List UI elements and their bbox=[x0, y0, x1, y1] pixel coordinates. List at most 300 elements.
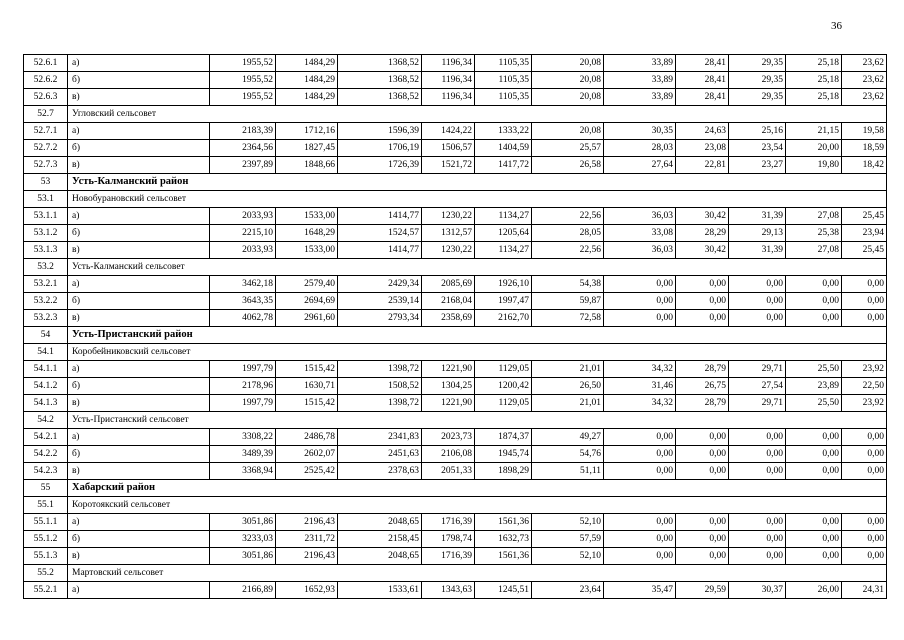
value-cell: 1200,42 bbox=[475, 378, 532, 395]
value-cell: 0,00 bbox=[676, 276, 729, 293]
value-cell: 23,92 bbox=[842, 395, 887, 412]
value-cell: 0,00 bbox=[729, 531, 786, 548]
table-row bbox=[24, 395, 887, 412]
value-cell: 1205,64 bbox=[475, 225, 532, 242]
value-cell: 2106,08 bbox=[422, 446, 475, 463]
council-title: Усть-Калманский сельсовет bbox=[68, 259, 887, 276]
table-row bbox=[24, 361, 887, 378]
council-title: Мартовский сельсовет bbox=[68, 565, 887, 582]
value-cell: 49,27 bbox=[532, 429, 604, 446]
value-cell: 1515,42 bbox=[276, 361, 338, 378]
value-cell: 2694,69 bbox=[276, 293, 338, 310]
value-cell: 0,00 bbox=[604, 446, 676, 463]
value-cell: 57,59 bbox=[532, 531, 604, 548]
value-cell: 1945,74 bbox=[475, 446, 532, 463]
value-cell: 0,00 bbox=[842, 463, 887, 480]
value-cell: 0,00 bbox=[604, 276, 676, 293]
council-header-row bbox=[24, 565, 887, 582]
table-row bbox=[24, 225, 887, 242]
value-cell: 0,00 bbox=[786, 514, 842, 531]
council-title: Коротоякский сельсовет bbox=[68, 497, 887, 514]
row-code: 52.6.1 bbox=[24, 55, 68, 72]
row-code: 52.6.2 bbox=[24, 72, 68, 89]
row-code: 54.1.1 bbox=[24, 361, 68, 378]
row-code: 53.1.3 bbox=[24, 242, 68, 259]
value-cell: 24,63 bbox=[676, 123, 729, 140]
value-cell: 0,00 bbox=[729, 276, 786, 293]
council-title: Усть-Пристанский сельсовет bbox=[68, 412, 887, 429]
value-cell: 25,45 bbox=[842, 242, 887, 259]
row-code: 53.1.2 bbox=[24, 225, 68, 242]
value-cell: 1105,35 bbox=[475, 72, 532, 89]
value-cell: 25,16 bbox=[729, 123, 786, 140]
value-cell: 34,32 bbox=[604, 395, 676, 412]
value-cell: 0,00 bbox=[676, 531, 729, 548]
value-cell: 0,00 bbox=[842, 429, 887, 446]
row-code: 53.2.2 bbox=[24, 293, 68, 310]
row-letter: в) bbox=[68, 242, 210, 259]
value-cell: 2048,65 bbox=[338, 548, 422, 565]
row-code: 53.2 bbox=[24, 259, 68, 276]
row-letter: а) bbox=[68, 429, 210, 446]
value-cell: 26,75 bbox=[676, 378, 729, 395]
value-cell: 1105,35 bbox=[475, 55, 532, 72]
value-cell: 19,80 bbox=[786, 157, 842, 174]
value-cell: 24,31 bbox=[842, 582, 887, 599]
value-cell: 0,00 bbox=[842, 514, 887, 531]
value-cell: 29,71 bbox=[729, 361, 786, 378]
value-cell: 4062,78 bbox=[210, 310, 276, 327]
value-cell: 0,00 bbox=[786, 531, 842, 548]
value-cell: 3489,39 bbox=[210, 446, 276, 463]
value-cell: 28,41 bbox=[676, 55, 729, 72]
value-cell: 0,00 bbox=[604, 293, 676, 310]
value-cell: 1955,52 bbox=[210, 72, 276, 89]
value-cell: 3051,86 bbox=[210, 514, 276, 531]
value-cell: 30,42 bbox=[676, 208, 729, 225]
value-cell: 23,54 bbox=[729, 140, 786, 157]
value-cell: 0,00 bbox=[729, 548, 786, 565]
row-letter: в) bbox=[68, 89, 210, 106]
value-cell: 19,58 bbox=[842, 123, 887, 140]
council-header-row bbox=[24, 412, 887, 429]
value-cell: 2178,96 bbox=[210, 378, 276, 395]
value-cell: 1798,74 bbox=[422, 531, 475, 548]
value-cell: 33,89 bbox=[604, 72, 676, 89]
table-row bbox=[24, 310, 887, 327]
value-cell: 18,42 bbox=[842, 157, 887, 174]
value-cell: 25,38 bbox=[786, 225, 842, 242]
value-cell: 1398,72 bbox=[338, 361, 422, 378]
council-header-row bbox=[24, 191, 887, 208]
value-cell: 30,35 bbox=[604, 123, 676, 140]
value-cell: 0,00 bbox=[786, 429, 842, 446]
value-cell: 1417,72 bbox=[475, 157, 532, 174]
value-cell: 2048,65 bbox=[338, 514, 422, 531]
value-cell: 2023,73 bbox=[422, 429, 475, 446]
value-cell: 18,59 bbox=[842, 140, 887, 157]
value-cell: 2168,04 bbox=[422, 293, 475, 310]
value-cell: 1926,10 bbox=[475, 276, 532, 293]
value-cell: 0,00 bbox=[842, 276, 887, 293]
value-cell: 72,58 bbox=[532, 310, 604, 327]
council-title: Угловский сельсовет bbox=[68, 106, 887, 123]
value-cell: 0,00 bbox=[786, 276, 842, 293]
value-cell: 22,81 bbox=[676, 157, 729, 174]
value-cell: 20,08 bbox=[532, 89, 604, 106]
value-cell: 1596,39 bbox=[338, 123, 422, 140]
value-cell: 26,00 bbox=[786, 582, 842, 599]
council-title: Новобурановский сельсовет bbox=[68, 191, 887, 208]
value-cell: 20,00 bbox=[786, 140, 842, 157]
value-cell: 2196,43 bbox=[276, 514, 338, 531]
table-row bbox=[24, 55, 887, 72]
value-cell: 2033,93 bbox=[210, 208, 276, 225]
value-cell: 3368,94 bbox=[210, 463, 276, 480]
value-cell: 2397,89 bbox=[210, 157, 276, 174]
value-cell: 1508,52 bbox=[338, 378, 422, 395]
value-cell: 1368,52 bbox=[338, 55, 422, 72]
table-row bbox=[24, 208, 887, 225]
value-cell: 29,35 bbox=[729, 72, 786, 89]
row-letter: в) bbox=[68, 310, 210, 327]
value-cell: 1134,27 bbox=[475, 242, 532, 259]
value-cell: 1955,52 bbox=[210, 55, 276, 72]
value-cell: 59,87 bbox=[532, 293, 604, 310]
table-row bbox=[24, 140, 887, 157]
row-code: 52.7.3 bbox=[24, 157, 68, 174]
value-cell: 0,00 bbox=[676, 293, 729, 310]
value-cell: 1533,61 bbox=[338, 582, 422, 599]
row-letter: б) bbox=[68, 140, 210, 157]
value-cell: 3051,86 bbox=[210, 548, 276, 565]
row-letter: в) bbox=[68, 548, 210, 565]
row-letter: в) bbox=[68, 157, 210, 174]
value-cell: 1196,34 bbox=[422, 89, 475, 106]
value-cell: 3643,35 bbox=[210, 293, 276, 310]
table-row bbox=[24, 378, 887, 395]
value-cell: 0,00 bbox=[676, 548, 729, 565]
value-cell: 2311,72 bbox=[276, 531, 338, 548]
row-letter: в) bbox=[68, 395, 210, 412]
row-code: 53.1 bbox=[24, 191, 68, 208]
value-cell: 0,00 bbox=[729, 514, 786, 531]
value-cell: 0,00 bbox=[842, 310, 887, 327]
value-cell: 1561,36 bbox=[475, 514, 532, 531]
row-letter: а) bbox=[68, 123, 210, 140]
value-cell: 1368,52 bbox=[338, 89, 422, 106]
value-cell: 0,00 bbox=[676, 429, 729, 446]
row-code: 52.7.2 bbox=[24, 140, 68, 157]
value-cell: 2451,63 bbox=[338, 446, 422, 463]
value-cell: 0,00 bbox=[676, 514, 729, 531]
value-cell: 1827,45 bbox=[276, 140, 338, 157]
value-cell: 0,00 bbox=[842, 446, 887, 463]
value-cell: 0,00 bbox=[786, 293, 842, 310]
value-cell: 1874,37 bbox=[475, 429, 532, 446]
value-cell: 1424,22 bbox=[422, 123, 475, 140]
row-code: 55.2.1 bbox=[24, 582, 68, 599]
value-cell: 25,57 bbox=[532, 140, 604, 157]
row-code: 54 bbox=[24, 327, 68, 344]
row-letter: а) bbox=[68, 361, 210, 378]
council-header-row bbox=[24, 497, 887, 514]
value-cell: 25,18 bbox=[786, 55, 842, 72]
value-cell: 1230,22 bbox=[422, 208, 475, 225]
value-cell: 1630,71 bbox=[276, 378, 338, 395]
row-letter: б) bbox=[68, 378, 210, 395]
row-letter: а) bbox=[68, 276, 210, 293]
row-code: 55.2 bbox=[24, 565, 68, 582]
row-code: 53 bbox=[24, 174, 68, 191]
row-letter: б) bbox=[68, 446, 210, 463]
value-cell: 28,41 bbox=[676, 89, 729, 106]
district-title: Хабарский район bbox=[68, 480, 887, 497]
value-cell: 0,00 bbox=[786, 446, 842, 463]
value-cell: 23,92 bbox=[842, 361, 887, 378]
value-cell: 1196,34 bbox=[422, 72, 475, 89]
value-cell: 1221,90 bbox=[422, 395, 475, 412]
value-cell: 3233,03 bbox=[210, 531, 276, 548]
district-title: Усть-Калманский район bbox=[68, 174, 887, 191]
value-cell: 1105,35 bbox=[475, 89, 532, 106]
value-cell: 0,00 bbox=[604, 514, 676, 531]
row-code: 53.2.1 bbox=[24, 276, 68, 293]
value-cell: 22,56 bbox=[532, 242, 604, 259]
value-cell: 28,03 bbox=[604, 140, 676, 157]
value-cell: 0,00 bbox=[729, 446, 786, 463]
district-header-row bbox=[24, 327, 887, 344]
value-cell: 1414,77 bbox=[338, 208, 422, 225]
value-cell: 30,37 bbox=[729, 582, 786, 599]
value-cell: 36,03 bbox=[604, 242, 676, 259]
row-letter: а) bbox=[68, 208, 210, 225]
value-cell: 54,38 bbox=[532, 276, 604, 293]
value-cell: 34,32 bbox=[604, 361, 676, 378]
value-cell: 52,10 bbox=[532, 548, 604, 565]
value-cell: 0,00 bbox=[604, 310, 676, 327]
value-cell: 2525,42 bbox=[276, 463, 338, 480]
page-number: 36 bbox=[831, 20, 842, 32]
value-cell: 2579,40 bbox=[276, 276, 338, 293]
table-row bbox=[24, 72, 887, 89]
value-cell: 1955,52 bbox=[210, 89, 276, 106]
value-cell: 2341,83 bbox=[338, 429, 422, 446]
value-cell: 25,45 bbox=[842, 208, 887, 225]
value-cell: 3462,18 bbox=[210, 276, 276, 293]
value-cell: 1712,16 bbox=[276, 123, 338, 140]
row-letter: а) bbox=[68, 514, 210, 531]
district-header-row bbox=[24, 480, 887, 497]
council-title: Коробейниковский сельсовет bbox=[68, 344, 887, 361]
value-cell: 30,42 bbox=[676, 242, 729, 259]
value-cell: 1632,73 bbox=[475, 531, 532, 548]
value-cell: 1312,57 bbox=[422, 225, 475, 242]
row-letter: б) bbox=[68, 225, 210, 242]
value-cell: 23,62 bbox=[842, 55, 887, 72]
value-cell: 20,08 bbox=[532, 55, 604, 72]
row-code: 54.2.1 bbox=[24, 429, 68, 446]
value-cell: 2364,56 bbox=[210, 140, 276, 157]
row-code: 55.1.1 bbox=[24, 514, 68, 531]
table-row bbox=[24, 446, 887, 463]
value-cell: 0,00 bbox=[729, 310, 786, 327]
table-row bbox=[24, 276, 887, 293]
value-cell: 2602,07 bbox=[276, 446, 338, 463]
value-cell: 2378,63 bbox=[338, 463, 422, 480]
value-cell: 0,00 bbox=[729, 463, 786, 480]
value-cell: 25,18 bbox=[786, 89, 842, 106]
value-cell: 35,47 bbox=[604, 582, 676, 599]
value-cell: 0,00 bbox=[729, 293, 786, 310]
value-cell: 52,10 bbox=[532, 514, 604, 531]
table-row bbox=[24, 157, 887, 174]
row-code: 54.2.3 bbox=[24, 463, 68, 480]
row-letter: а) bbox=[68, 55, 210, 72]
value-cell: 29,13 bbox=[729, 225, 786, 242]
value-cell: 2085,69 bbox=[422, 276, 475, 293]
value-cell: 1997,47 bbox=[475, 293, 532, 310]
row-code: 52.7 bbox=[24, 106, 68, 123]
value-cell: 1848,66 bbox=[276, 157, 338, 174]
value-cell: 22,56 bbox=[532, 208, 604, 225]
value-cell: 3308,22 bbox=[210, 429, 276, 446]
value-cell: 1515,42 bbox=[276, 395, 338, 412]
row-code: 55.1.2 bbox=[24, 531, 68, 548]
value-cell: 20,08 bbox=[532, 123, 604, 140]
value-cell: 23,62 bbox=[842, 72, 887, 89]
council-header-row bbox=[24, 344, 887, 361]
row-code: 55 bbox=[24, 480, 68, 497]
value-cell: 0,00 bbox=[676, 463, 729, 480]
value-cell: 31,46 bbox=[604, 378, 676, 395]
tariff-table bbox=[23, 54, 887, 599]
value-cell: 27,08 bbox=[786, 208, 842, 225]
value-cell: 20,08 bbox=[532, 72, 604, 89]
value-cell: 27,54 bbox=[729, 378, 786, 395]
value-cell: 2196,43 bbox=[276, 548, 338, 565]
value-cell: 1414,77 bbox=[338, 242, 422, 259]
row-code: 54.1 bbox=[24, 344, 68, 361]
value-cell: 2183,39 bbox=[210, 123, 276, 140]
value-cell: 0,00 bbox=[786, 310, 842, 327]
value-cell: 1726,39 bbox=[338, 157, 422, 174]
value-cell: 1129,05 bbox=[475, 361, 532, 378]
value-cell: 23,62 bbox=[842, 89, 887, 106]
value-cell: 1648,29 bbox=[276, 225, 338, 242]
value-cell: 23,94 bbox=[842, 225, 887, 242]
table-row bbox=[24, 463, 887, 480]
value-cell: 23,08 bbox=[676, 140, 729, 157]
row-code: 54.1.3 bbox=[24, 395, 68, 412]
district-header-row bbox=[24, 174, 887, 191]
table-row bbox=[24, 582, 887, 599]
table-row bbox=[24, 514, 887, 531]
value-cell: 1484,29 bbox=[276, 55, 338, 72]
value-cell: 2961,60 bbox=[276, 310, 338, 327]
row-code: 52.6.3 bbox=[24, 89, 68, 106]
row-letter: а) bbox=[68, 582, 210, 599]
value-cell: 0,00 bbox=[604, 531, 676, 548]
row-code: 52.7.1 bbox=[24, 123, 68, 140]
row-code: 54.1.2 bbox=[24, 378, 68, 395]
value-cell: 1484,29 bbox=[276, 89, 338, 106]
value-cell: 51,11 bbox=[532, 463, 604, 480]
table-row bbox=[24, 429, 887, 446]
value-cell: 29,71 bbox=[729, 395, 786, 412]
value-cell: 33,89 bbox=[604, 55, 676, 72]
value-cell: 0,00 bbox=[676, 310, 729, 327]
value-cell: 1997,79 bbox=[210, 395, 276, 412]
value-cell: 1533,00 bbox=[276, 208, 338, 225]
value-cell: 26,50 bbox=[532, 378, 604, 395]
value-cell: 1506,57 bbox=[422, 140, 475, 157]
value-cell: 28,05 bbox=[532, 225, 604, 242]
value-cell: 1706,19 bbox=[338, 140, 422, 157]
value-cell: 0,00 bbox=[604, 463, 676, 480]
row-letter: б) bbox=[68, 293, 210, 310]
value-cell: 1561,36 bbox=[475, 548, 532, 565]
value-cell: 1533,00 bbox=[276, 242, 338, 259]
value-cell: 28,79 bbox=[676, 361, 729, 378]
value-cell: 28,41 bbox=[676, 72, 729, 89]
value-cell: 1129,05 bbox=[475, 395, 532, 412]
table-row bbox=[24, 242, 887, 259]
value-cell: 2162,70 bbox=[475, 310, 532, 327]
value-cell: 21,15 bbox=[786, 123, 842, 140]
council-header-row bbox=[24, 259, 887, 276]
value-cell: 0,00 bbox=[842, 548, 887, 565]
value-cell: 36,03 bbox=[604, 208, 676, 225]
value-cell: 28,79 bbox=[676, 395, 729, 412]
value-cell: 2166,89 bbox=[210, 582, 276, 599]
table-row bbox=[24, 293, 887, 310]
value-cell: 1333,22 bbox=[475, 123, 532, 140]
value-cell: 1304,25 bbox=[422, 378, 475, 395]
value-cell: 29,35 bbox=[729, 55, 786, 72]
value-cell: 2033,93 bbox=[210, 242, 276, 259]
value-cell: 1652,93 bbox=[276, 582, 338, 599]
row-code: 54.2 bbox=[24, 412, 68, 429]
value-cell: 1245,51 bbox=[475, 582, 532, 599]
value-cell: 2051,33 bbox=[422, 463, 475, 480]
value-cell: 0,00 bbox=[729, 429, 786, 446]
value-cell: 2793,34 bbox=[338, 310, 422, 327]
value-cell: 28,29 bbox=[676, 225, 729, 242]
value-cell: 2215,10 bbox=[210, 225, 276, 242]
table-row bbox=[24, 123, 887, 140]
value-cell: 1404,59 bbox=[475, 140, 532, 157]
value-cell: 33,08 bbox=[604, 225, 676, 242]
value-cell: 0,00 bbox=[604, 429, 676, 446]
value-cell: 1521,72 bbox=[422, 157, 475, 174]
value-cell: 1196,34 bbox=[422, 55, 475, 72]
value-cell: 2358,69 bbox=[422, 310, 475, 327]
table-row bbox=[24, 531, 887, 548]
value-cell: 0,00 bbox=[676, 446, 729, 463]
value-cell: 1221,90 bbox=[422, 361, 475, 378]
value-cell: 25,50 bbox=[786, 395, 842, 412]
value-cell: 23,27 bbox=[729, 157, 786, 174]
value-cell: 27,08 bbox=[786, 242, 842, 259]
value-cell: 25,50 bbox=[786, 361, 842, 378]
value-cell: 23,89 bbox=[786, 378, 842, 395]
district-title: Усть-Пристанский район bbox=[68, 327, 887, 344]
value-cell: 0,00 bbox=[842, 293, 887, 310]
value-cell: 1484,29 bbox=[276, 72, 338, 89]
value-cell: 26,58 bbox=[532, 157, 604, 174]
row-code: 53.1.1 bbox=[24, 208, 68, 225]
